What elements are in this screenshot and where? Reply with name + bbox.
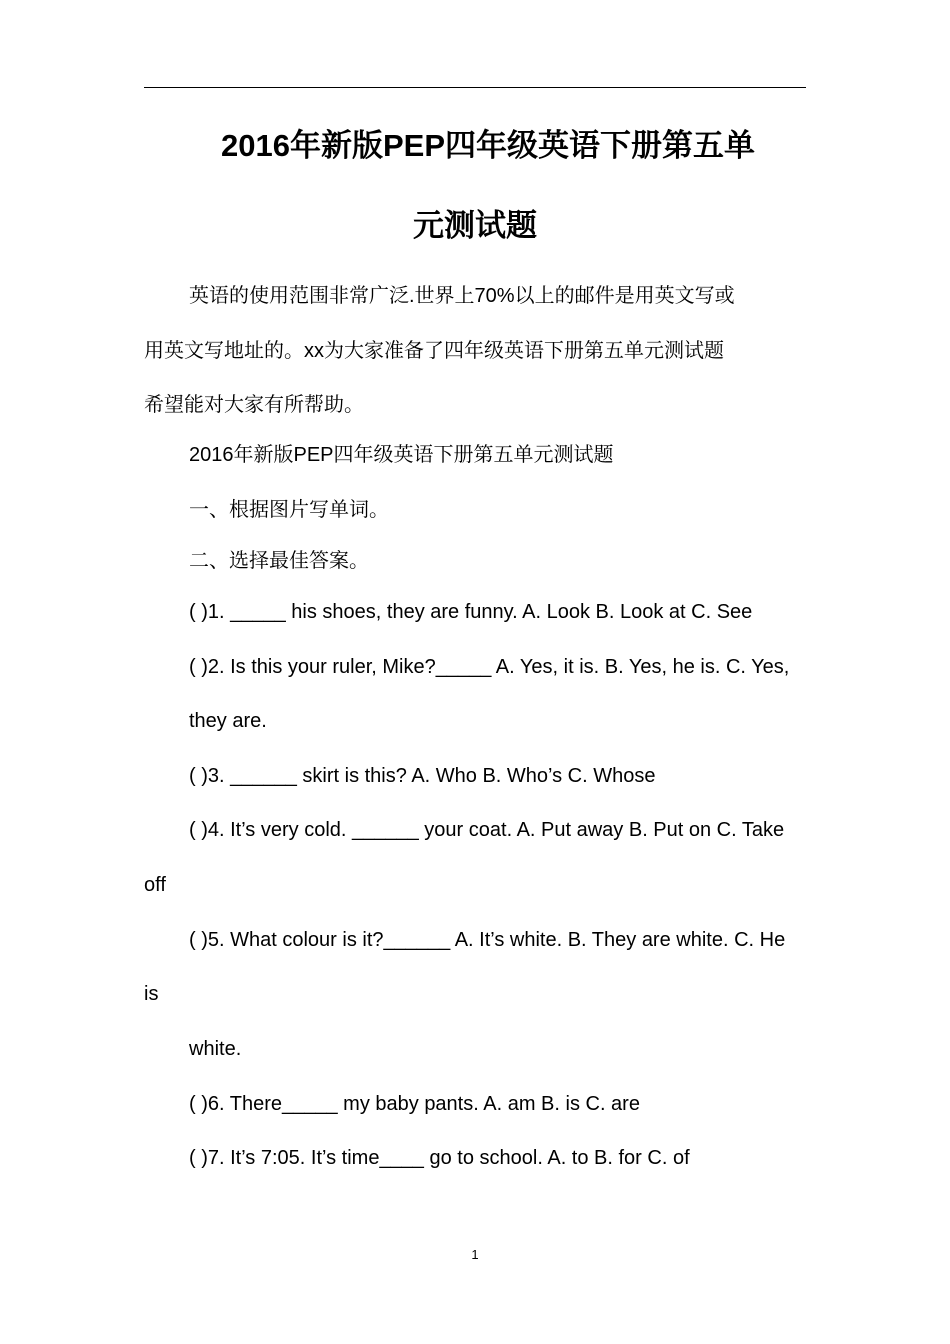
intro-line-2: 用英文写地址的。xx为大家准备了四年级英语下册第五单元测试题 [144,340,724,362]
page-number: 1 [471,1247,479,1262]
question-5-line-3: white. [189,1038,242,1060]
question-4-line-2: off [144,874,166,896]
intro-line-3: 希望能对大家有所帮助。 [144,394,364,416]
question-6: ( )6. There_____ my baby pants. A. am B. is C. are [189,1093,640,1115]
question-5-line-1: ( )5. What colour is it?______ A. It’s white. B. They are white. C. He [189,929,786,951]
question-2-line-2: they are. [189,710,267,732]
question-1: ( )1. _____ his shoes, they are funny. A. Look B. Look at C. See [189,601,753,623]
question-2-line-1: ( )2. Is this your ruler, Mike?_____ A. Yes, it is. B. Yes, he is. C. Yes, [189,656,790,678]
document-title-line-1: 2016年新版PEP四年级英语下册第五单 [221,128,755,163]
question-5-line-2: is [144,983,159,1005]
section-heading-2: 二、选择最佳答案。 [189,550,369,572]
document-title-line-2: 元测试题 [413,208,537,243]
question-3: ( )3. ______ skirt is this? A. Who B. Who’s C. Whose [189,765,656,787]
intro-line-1: 英语的使用范围非常广泛.世界上70%以上的邮件是用英文写或 [189,285,735,307]
question-4-line-1: ( )4. It’s very cold. ______ your coat. A. Put away B. Put on C. Take [189,819,785,841]
section-heading-1: 一、根据图片写单词。 [189,499,389,521]
subtitle: 2016年新版PEP四年级英语下册第五单元测试题 [189,444,614,466]
header-rule [144,87,806,88]
question-7: ( )7. It’s 7:05. It’s time____ go to school. A. to B. for C. of [189,1147,690,1169]
